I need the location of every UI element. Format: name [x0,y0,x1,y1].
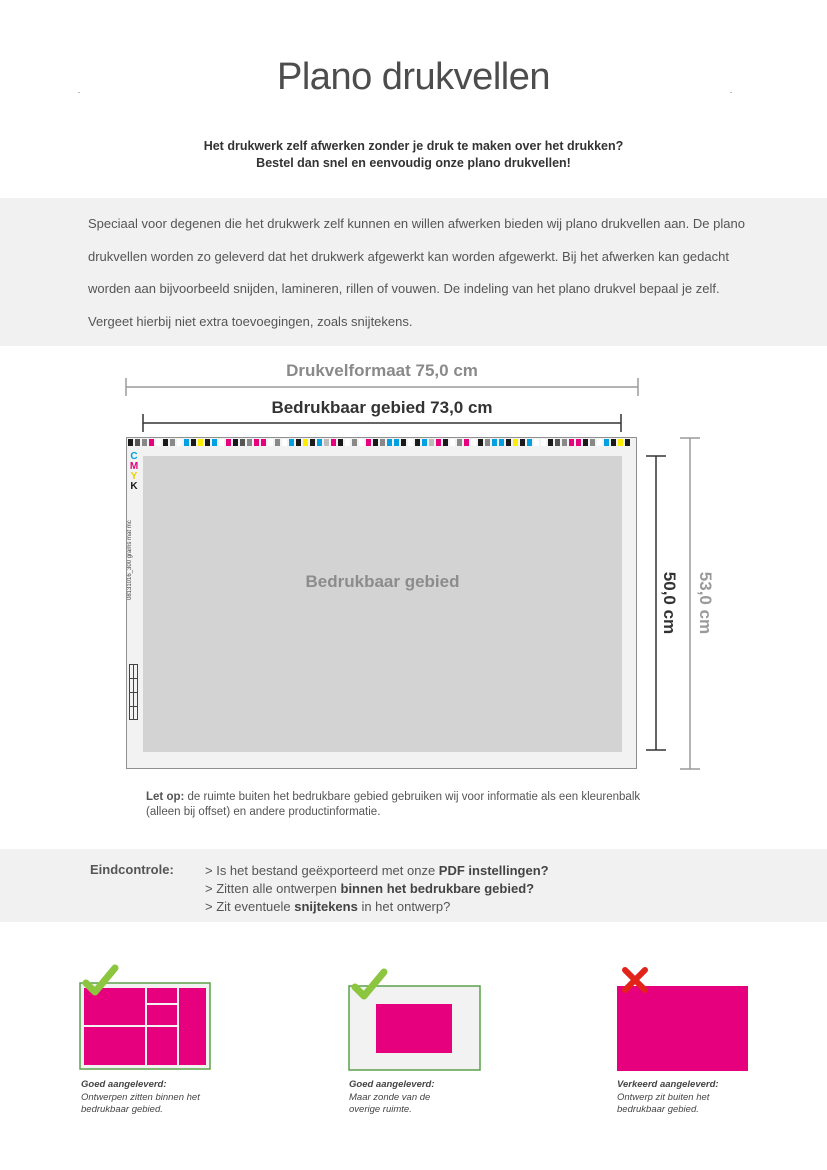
example-1-graphic [80,968,210,1069]
example-2-caption [349,1079,529,1117]
example-1-heading: Goed aangeleverd: [81,1079,167,1090]
example-2-heading: Goed aangeleverd: [349,1079,435,1090]
example-1-line-2: bedrukbaar gebied. [81,1104,163,1115]
printable-width-label: Bedrukbaar gebied 73,0 cm [271,398,493,417]
note-label: Let op: [146,791,185,803]
page-title: Plano drukvellen [277,56,550,98]
note-text: de ruimte buiten het bedrukbare gebied gebruiken wij voor informatie als een kleurenbalk (alleen bij offset) en andere productinformatie. [146,791,641,818]
subtitle-line-2: Bestel dan snel en eenvoudig onze plano drukvellen! [256,156,571,170]
sheet-width-label: Drukvelformaat 75,0 cm [286,361,478,380]
inner-height-label: 50,0 cm [660,571,679,635]
example-3-line-2: bedrukbaar gebied. [617,1104,699,1115]
example-3-block [617,986,748,1071]
example-1-block [147,1005,177,1025]
example-1-block [84,1027,145,1065]
example-1-caption [81,1079,261,1117]
example-1-line-1: Ontwerpen zitten binnen het [81,1091,200,1103]
subtitle-line-1: Het drukwerk zelf afwerken zonder je druk te maken over het drukken? [203,139,624,153]
example-1-block [179,988,206,1065]
example-1-block [147,1027,177,1065]
cmyk-letter-c: C [130,451,138,462]
checklist-label: Eindcontrole: [90,862,174,877]
example-2-line-1: Maar zonde van de [349,1091,431,1103]
cmyk-letter-y: Y [130,471,138,482]
intro-text: Speciaal voor degenen die het drukwerk zelf kunnen en willen afwerken bieden wij plano drukvellen aan. De plano drukvellen worden zo geleverd dat het drukwerk afgewerkt kan worden afgewerkt. Bij het afwerken kan gedacht worden aan bijvoorbeeld snijden, lamineren, rillen of vouwen. De indeling van het plano drukvel bepaal je zelf. Vergeet hierbij niet extra toevoegingen, zoals snijtekens. [88,216,745,329]
cmyk-letter-m: M [129,461,139,472]
example-1-block [147,988,177,1003]
example-2-graphic [349,972,480,1070]
example-3-heading: Verkeerd aangeleverd: [617,1079,719,1090]
outer-height-label: 53,0 cm [696,571,715,635]
example-3-caption [617,1079,797,1117]
example-3-graphic [617,970,748,1071]
example-2-block [376,1004,452,1053]
checklist-item: > Is het bestand geëxporteerd met onze PDF instellingen? [205,863,549,878]
example-2-line-2: overige ruimte. [349,1104,412,1115]
example-3-line-1: Ontwerp zit buiten het [617,1091,710,1103]
sheet-code: 08131016_300 grams mat mc [127,520,133,600]
printable-area-label: Bedrukbaar gebied [305,572,460,591]
checklist-item: > Zitten alle ontwerpen binnen het bedrukbare gebied? [205,881,535,896]
checklist-item: > Zit eventuele snijtekens in het ontwerp? [205,899,451,914]
cmyk-letter-k: K [130,481,138,492]
